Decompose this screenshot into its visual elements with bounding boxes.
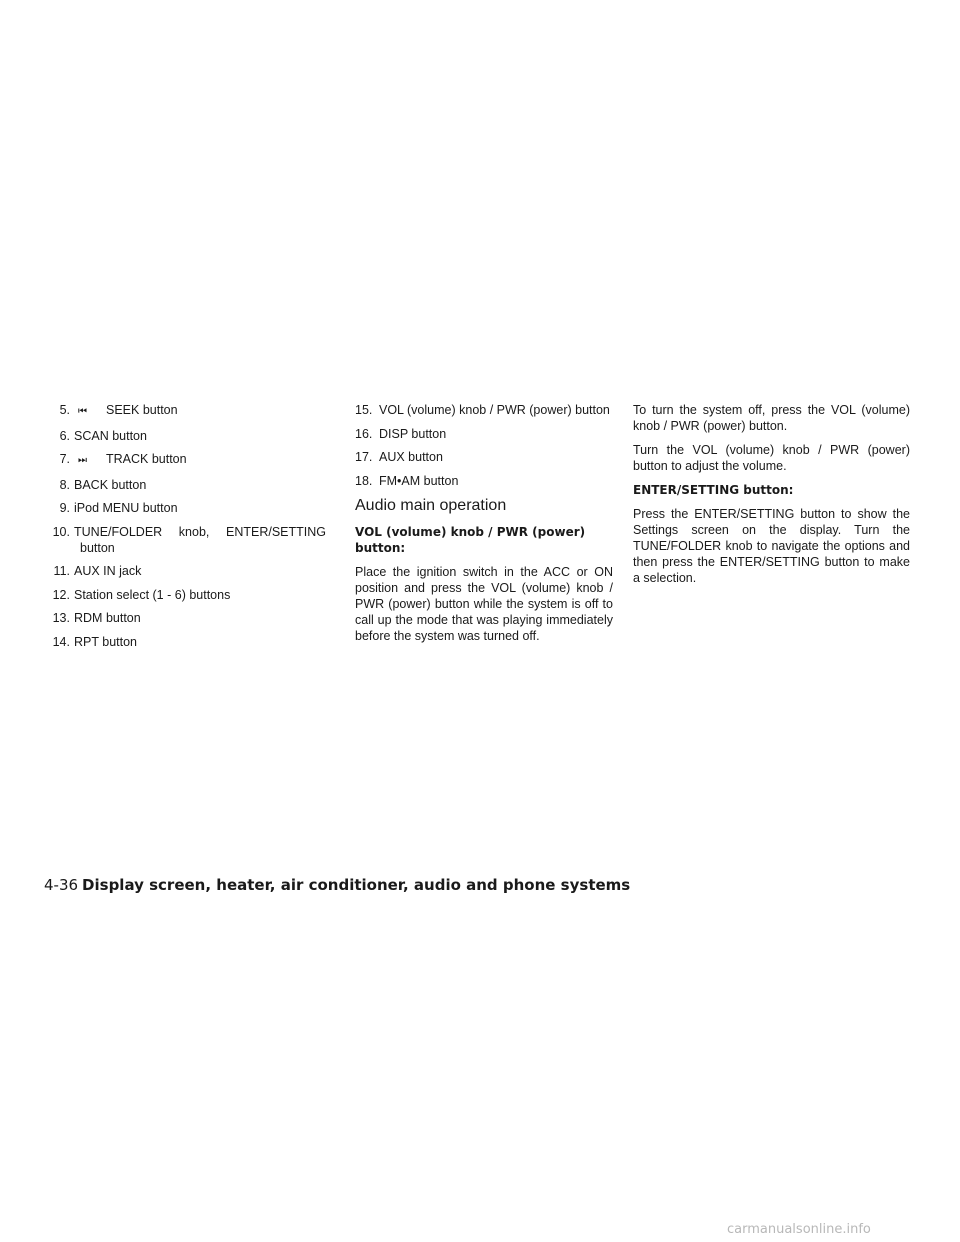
item-text: TRACK button bbox=[106, 452, 187, 466]
item-text: VOL (volume) knob / PWR (power) button bbox=[379, 403, 610, 417]
list-item bbox=[355, 473, 613, 489]
list-item bbox=[44, 610, 326, 626]
item-text: Station select (1 - 6) buttons bbox=[74, 587, 231, 602]
item-number: 5. bbox=[59, 403, 70, 417]
enter-setting-subheading: ENTER/SETTING button: bbox=[633, 483, 794, 497]
list-item bbox=[355, 449, 613, 465]
item-number: 12. bbox=[52, 587, 70, 602]
middle-column bbox=[355, 402, 613, 652]
item-text: TUNE/FOLDER knob, ENTER/SETTING bbox=[74, 524, 326, 539]
item-number: 15. bbox=[355, 403, 373, 417]
item-number: 9. bbox=[59, 501, 70, 515]
list-item bbox=[44, 634, 326, 650]
item-text: DISP button bbox=[379, 426, 447, 441]
item-number: 10. bbox=[52, 524, 70, 539]
item-number: 18. bbox=[355, 473, 373, 488]
item-text: AUX button bbox=[379, 450, 443, 464]
watermark: carmanualsonline.info bbox=[727, 1222, 871, 1237]
item-text: RPT button bbox=[74, 634, 138, 649]
section-subheading: VOL (volume) knob / PWR (power) button: bbox=[355, 525, 586, 555]
item-text: iPod MENU button bbox=[74, 501, 178, 515]
volume-paragraph: Turn the VOL (volume) knob / PWR (power) button to adjust the volume. bbox=[633, 443, 910, 473]
section-paragraph: Place the ignition switch in the ACC or ON position and press the VOL (volume) knob / PWR (power) button while the system is off to call up the mode that was playing immediately before the system was turned off. bbox=[355, 565, 613, 643]
list-item bbox=[355, 402, 613, 418]
item-number: 6. bbox=[59, 428, 70, 443]
list-item bbox=[44, 524, 326, 556]
item-text: SCAN button bbox=[74, 428, 147, 443]
item-number: 16. bbox=[355, 426, 373, 441]
list-item bbox=[44, 428, 326, 444]
skip-forward-icon: ⏭ bbox=[78, 455, 85, 466]
list-item bbox=[44, 563, 326, 579]
left-column bbox=[44, 402, 326, 657]
list-item bbox=[44, 451, 326, 469]
list-item bbox=[44, 587, 326, 603]
item-text: RDM button bbox=[74, 611, 141, 625]
enter-setting-paragraph: Press the ENTER/SETTING button to show the Settings screen on the display. Turn the TUNE/FOLDER knob to navigate the options and then press the ENTER/SETTING button to make a selection. bbox=[633, 507, 910, 585]
page-footer bbox=[44, 876, 630, 895]
item-text: FM•AM button bbox=[379, 473, 459, 488]
item-number: 11. bbox=[53, 564, 70, 578]
item-text-continued: button bbox=[80, 540, 115, 555]
item-text: SEEK button bbox=[106, 403, 178, 417]
item-number: 17. bbox=[355, 450, 373, 464]
chapter-title: Display screen, heater, air conditioner, audio and phone systems bbox=[82, 876, 631, 894]
item-number: 8. bbox=[59, 477, 70, 492]
section-heading: Audio main operation bbox=[355, 497, 507, 514]
item-number: 14. bbox=[52, 634, 70, 649]
list-item bbox=[44, 500, 326, 516]
skip-back-icon: ⏮ bbox=[78, 406, 85, 417]
list-item bbox=[44, 402, 326, 420]
list-item bbox=[44, 477, 326, 493]
right-column bbox=[633, 402, 910, 594]
item-number: 7. bbox=[59, 452, 70, 466]
item-text: AUX IN jack bbox=[74, 564, 142, 578]
item-text: BACK button bbox=[74, 477, 147, 492]
power-off-paragraph: To turn the system off, press the VOL (volume) knob / PWR (power) button. bbox=[633, 403, 910, 433]
list-item bbox=[355, 426, 613, 442]
page-number: 4-36 bbox=[44, 876, 79, 894]
item-number: 13. bbox=[52, 611, 70, 625]
